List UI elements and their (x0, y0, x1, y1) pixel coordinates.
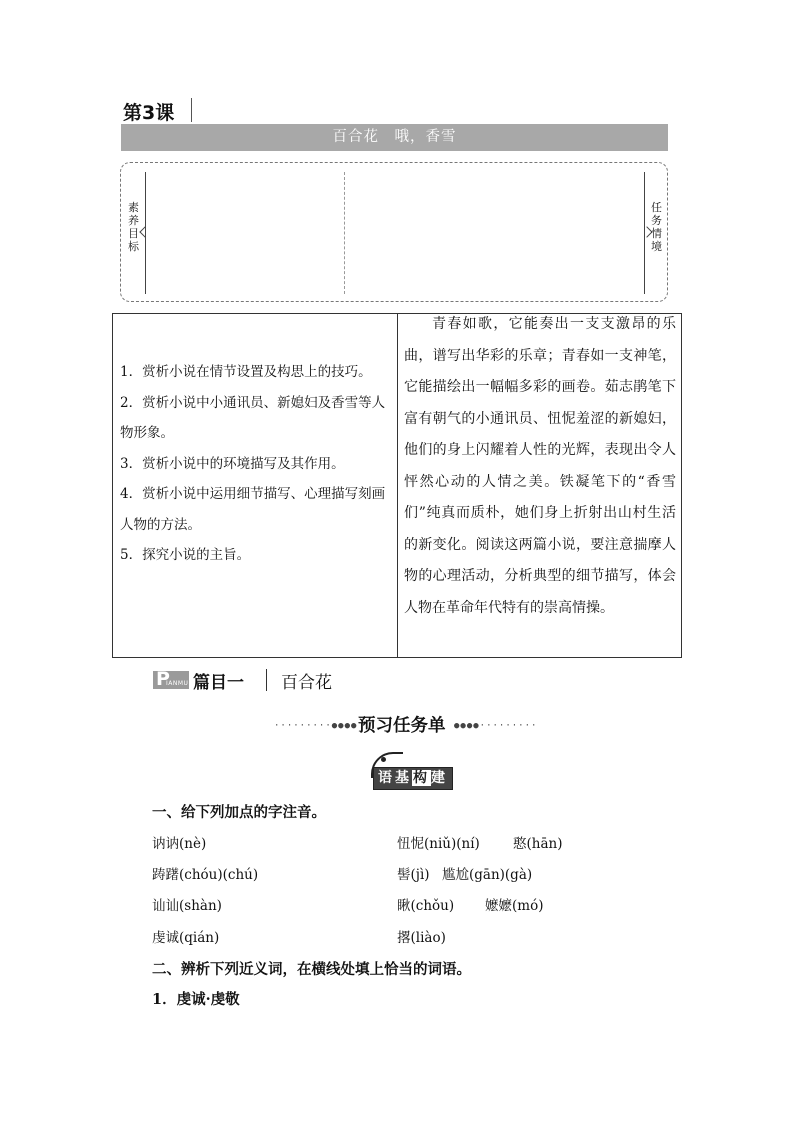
frame-left-label: 素养目标 (128, 201, 139, 253)
pinyin-item: 讷讷(nè) (152, 836, 207, 852)
pinyin-item: 讪讪(shàn) (152, 898, 222, 914)
question-1: 一、给下列加点的字注音。 (152, 804, 326, 821)
preview-dots-right: ●●●●········· (454, 721, 538, 731)
preview-dots-left: ·········●●●● (274, 721, 358, 731)
pinyin-item: 嬷嬷(mó) (485, 898, 544, 914)
goal-frame (120, 162, 668, 302)
goal-item: 3．赏析小说中的环境描写及其作用。 (120, 455, 345, 472)
question-2: 二、辨析下列近义词，在横线处填上恰当的词语。 (152, 961, 471, 978)
pinyin-item: 忸怩(niǔ)(ní) (397, 836, 480, 852)
goal-item: 5．探究小说的主旨。 (120, 547, 251, 563)
goal-item: 2．赏析小说中小通讯员、新媳妇及香雪等人物形象。 (120, 394, 386, 441)
pinyin-item: 憨(hān) (513, 836, 563, 852)
part-logo (153, 668, 189, 690)
pinyin-item: 髻(jì) (397, 867, 430, 883)
part-logo-letter: P (156, 668, 170, 690)
part-label: 篇目一 (193, 673, 244, 693)
goal-item: 1．赏析小说在情节设置及构思上的技巧。 (120, 364, 372, 380)
part-divider (266, 669, 267, 691)
lesson-divider (191, 98, 192, 122)
goal-item: 4．赏析小说中运用细节描写、心理描写刻画人物的方法。 (120, 486, 386, 533)
preview-title: 预习任务单 (358, 716, 446, 736)
section-badge (373, 767, 453, 790)
question-2-sub-1: 1．虔诚·虔敬 (152, 991, 240, 1008)
frame-center-rule (344, 172, 345, 294)
part-name: 百合花 (281, 673, 332, 693)
lesson-number: 第3课 (123, 102, 175, 124)
pinyin-item: 踌躇(chóu)(chú) (152, 867, 259, 883)
task-context-text: 青春如歌，它能奏出一支支激昂的乐曲，谱写出华彩的乐章；青春如一支神笔，它能描绘出一幅幅多彩的画卷。茹志鹃笔下富有朝气的小通讯员、忸怩羞涩的新媳妇，他们的身上闪耀着人性的光辉，表现出令人怦然心动的人情之美。铁凝笔下的“香雪们”纯真而质朴，她们身上折射出山村生活的新变化。阅读这两篇小说，要注意揣摩人物的心理活动，分析典型的细节描写，体会人物在革命年代特有的崇高情操。 (404, 316, 676, 616)
section-badge-text-c: 建 (431, 770, 448, 786)
frame-right-label: 任务情境 (651, 201, 662, 253)
table-column-divider (397, 313, 398, 658)
pinyin-item: 撂(liào) (397, 930, 446, 946)
section-badge-text-b: 构 (413, 770, 430, 786)
part-logo-small: IANMU (166, 680, 189, 687)
pinyin-item: 尴尬(gān)(gà) (442, 867, 533, 883)
goals-list (120, 357, 390, 571)
lesson-title-bar: 百合花 哦，香雪 (121, 124, 668, 151)
pinyin-item: 虔诚(qián) (152, 930, 220, 946)
pinyin-item: 瞅(chǒu) (397, 898, 455, 914)
section-badge-text-a: 语基 (378, 770, 412, 786)
badge-dot-decoration (381, 757, 386, 762)
